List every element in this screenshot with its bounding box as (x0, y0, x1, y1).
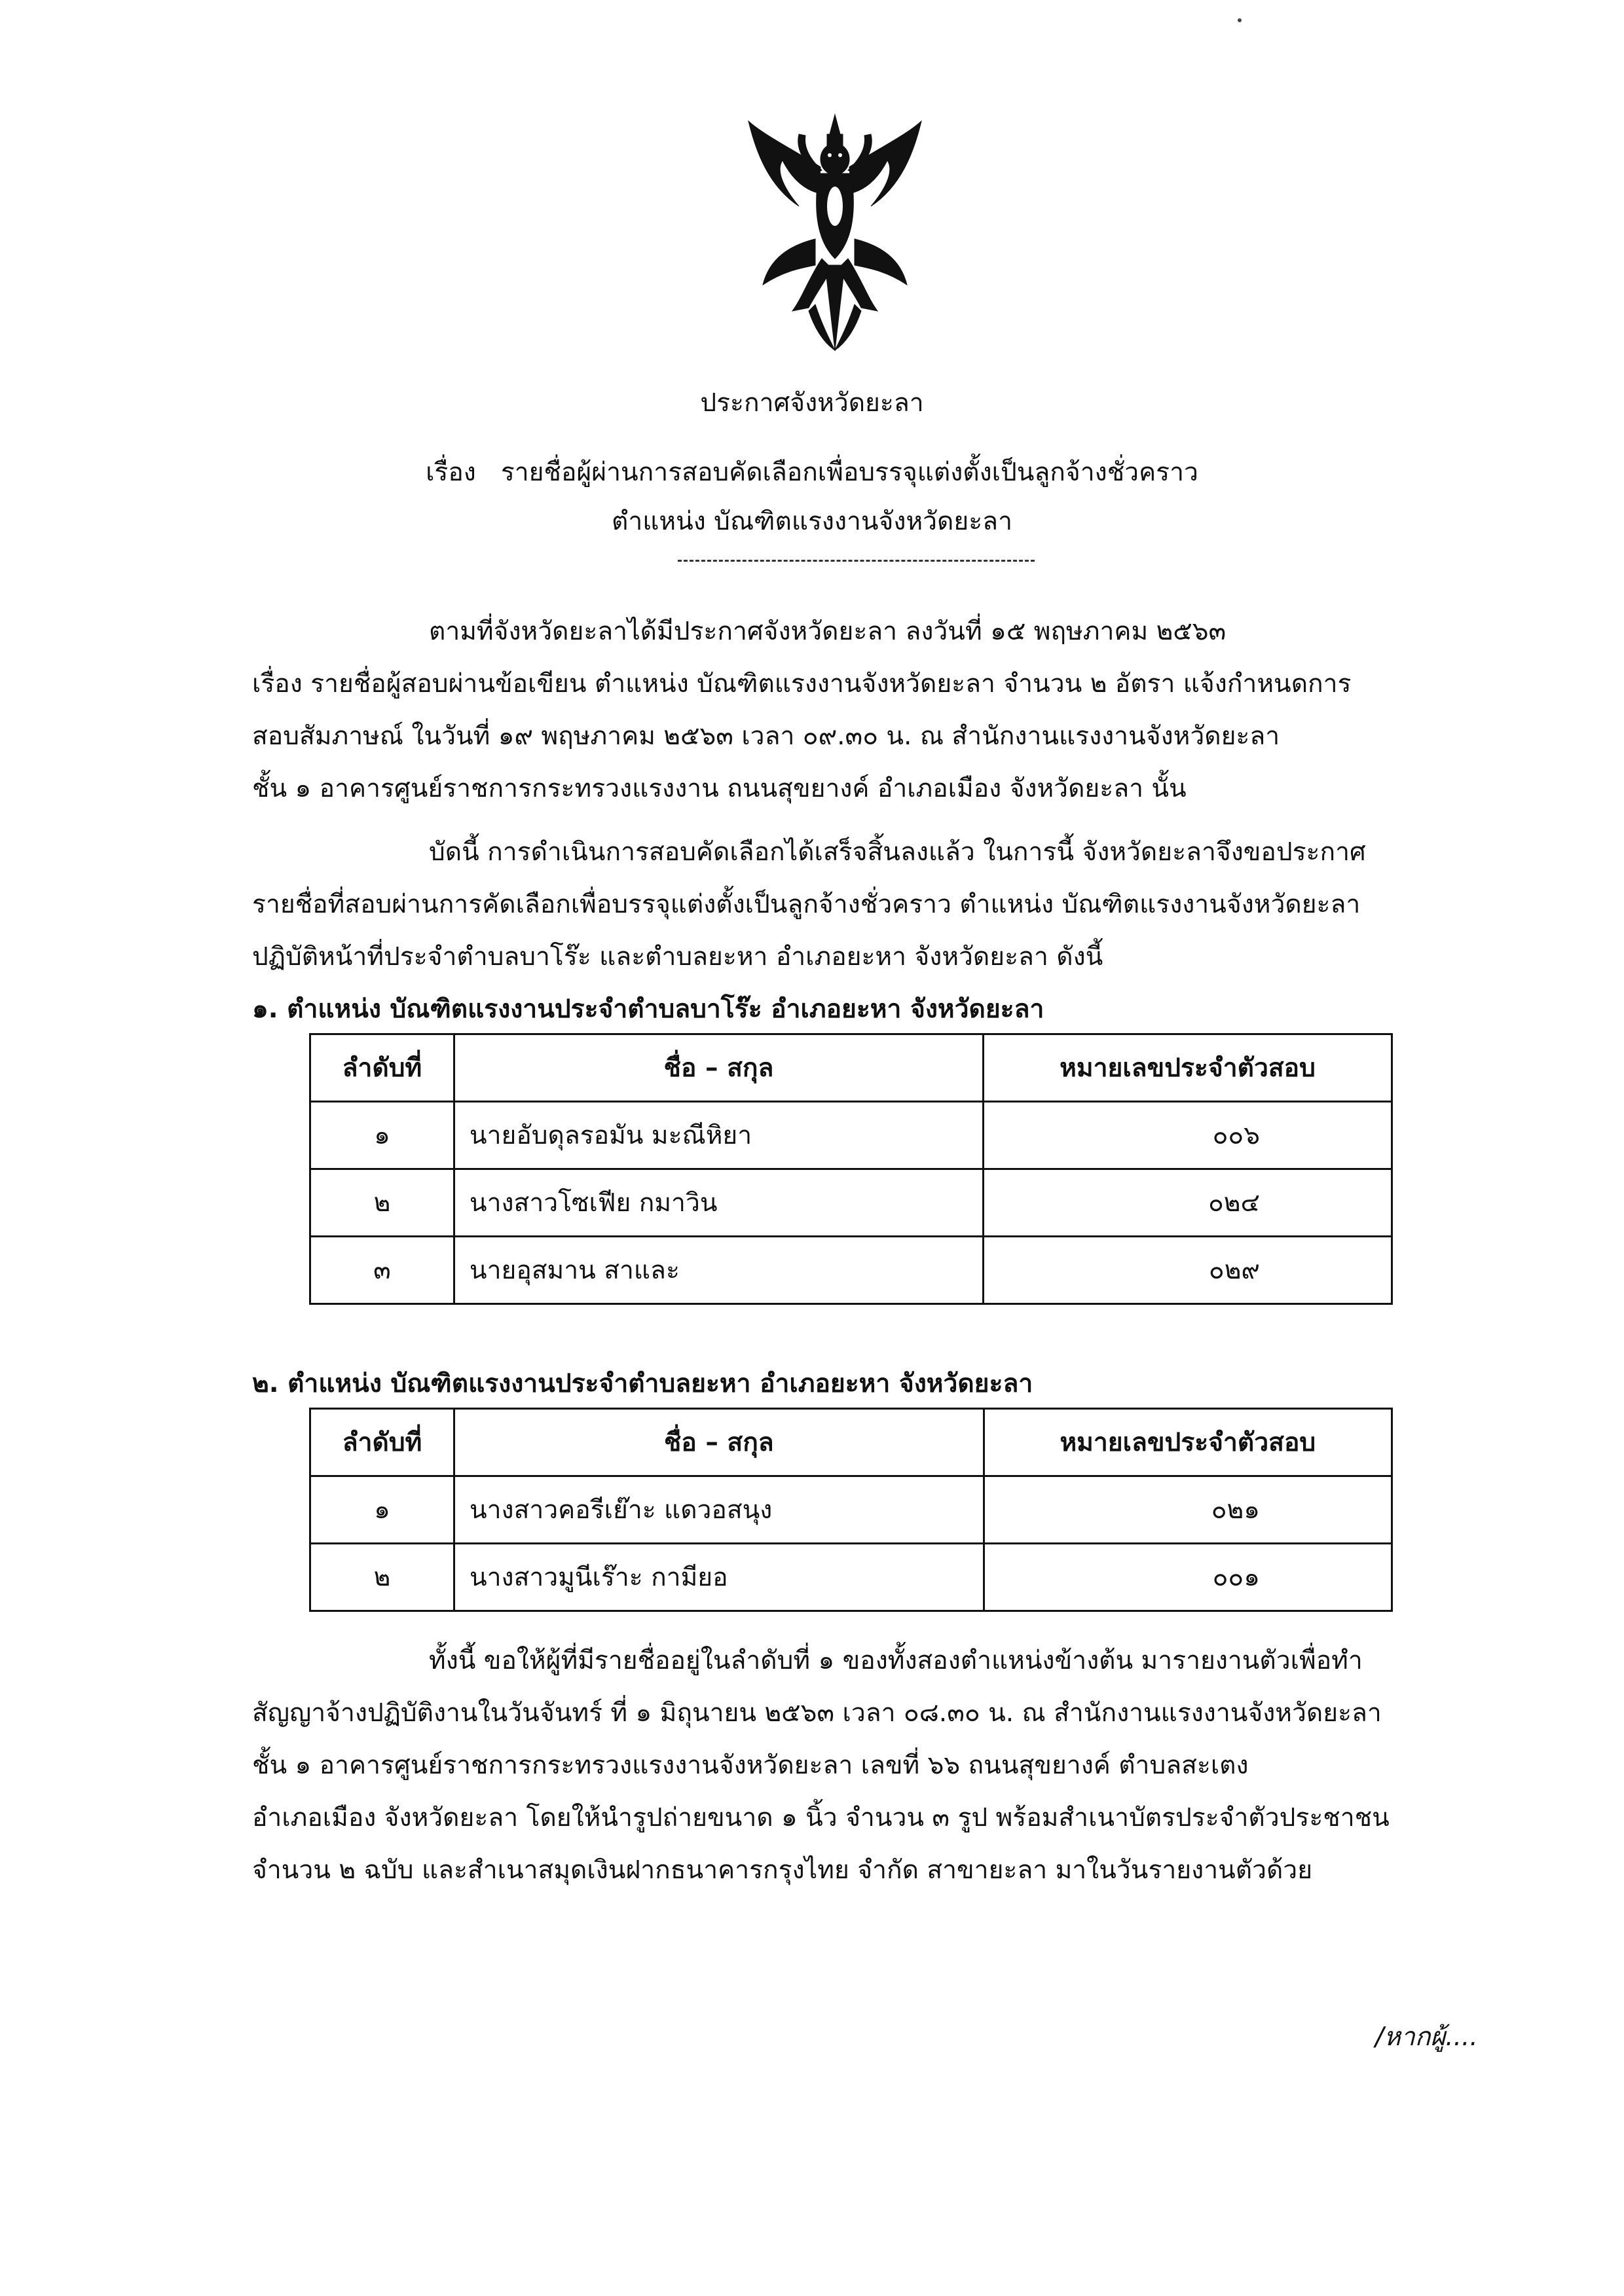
table-row (310, 1544, 1392, 1611)
header-exam-id: หมายเลขประจำตัวสอบ (984, 1034, 1392, 1102)
section-2-title: ๒. ตำแหน่ง บัณฑิตแรงงานประจำตำบลยะหา อำเภอยะหา จังหวัดยะลา (252, 1369, 1033, 1398)
paragraph-line: อำเภอเมือง จังหวัดยะลา โดยให้นำรูปถ่ายขนาด ๑ นิ้ว จำนวน ๓ รูป พร้อมสำเนาบัตรประจำตัวประชาชน (252, 1803, 1390, 1832)
announcement-title: ประกาศจังหวัดยะลา (700, 388, 924, 418)
table-header-row (310, 1034, 1392, 1102)
cell-name: นางสาวโซเฟีย กมาวิน (454, 1169, 983, 1237)
cell-exam-id: ๐๐๖ (984, 1102, 1392, 1169)
cell-order: ๒ (310, 1169, 454, 1237)
cell-order: ๓ (310, 1237, 454, 1304)
continuation-note: /หากผู้.... (1375, 2022, 1478, 2052)
paragraph-line: ตามที่จังหวัดยะลาได้มีประกาศจังหวัดยะลา ลงวันที่ ๑๕ พฤษภาคม ๒๕๖๓ (429, 617, 1227, 646)
paragraph-line: จำนวน ๒ ฉบับ และสำเนาสมุดเงินฝากธนาคารกรุงไทย จำกัด สาขายะลา มาในวันรายงานตัวด้วย (252, 1855, 1313, 1885)
cell-exam-id: ๐๐๑ (984, 1544, 1392, 1611)
position-line: ตำแหน่ง บัณฑิตแรงงานจังหวัดยะลา (612, 507, 1012, 536)
cell-name: นายอับดุลรอมัน มะณีหิยา (454, 1102, 983, 1169)
cell-name: นางสาวคอรีเย๊าะ แดวอสนุง (454, 1476, 984, 1544)
header-name: ชื่อ – สกุล (454, 1409, 984, 1476)
table-header-row (310, 1409, 1392, 1476)
header-order: ลำดับที่ (310, 1034, 454, 1102)
paragraph-line: รายชื่อที่สอบผ่านการคัดเลือกเพื่อบรรจุแต่งตั้งเป็นลูกจ้างชั่วคราว ตำแหน่ง บัณฑิตแรงงานจังหวัดยะลา (252, 890, 1361, 919)
paragraph-line: สอบสัมภาษณ์ ในวันที่ ๑๙ พฤษภาคม ๒๕๖๓ เวลา ๐๙.๓๐ น. ณ สำนักงานแรงงานจังหวัดยะลา (252, 721, 1280, 751)
cell-exam-id: ๐๒๙ (984, 1237, 1392, 1304)
cell-order: ๑ (310, 1102, 454, 1169)
dashed-divider (678, 560, 1035, 562)
paragraph-line: ชั้น ๑ อาคารศูนย์ราชการกระทรวงแรงงาน ถนนสุขยางค์ อำเภอเมือง จังหวัดยะลา นั้น (252, 774, 1187, 803)
paragraph-line: เรื่อง รายชื่อผู้สอบผ่านข้อเขียน ตำแหน่ง บัณฑิตแรงงานจังหวัดยะลา จำนวน ๒ อัตรา แจ้งกำหนดการ (252, 669, 1352, 699)
section-2-table (309, 1408, 1393, 1612)
table-row (310, 1169, 1392, 1237)
cell-order: ๒ (310, 1544, 454, 1611)
cell-exam-id: ๐๒๑ (984, 1476, 1392, 1544)
scan-speck (1238, 18, 1242, 22)
cell-order: ๑ (310, 1476, 454, 1544)
cell-name: นายอุสมาน สาและ (454, 1237, 983, 1304)
table-row (310, 1102, 1392, 1169)
paragraph-3 (252, 1635, 1457, 1897)
paragraph-1 (252, 606, 1457, 815)
section-1-table (309, 1033, 1393, 1305)
subject-label: เรื่อง (426, 458, 476, 487)
subject-line (0, 452, 1624, 492)
cell-exam-id: ๐๒๔ (984, 1169, 1392, 1237)
paragraph-line: บัดนี้ การดำเนินการสอบคัดเลือกได้เสร็จสิ้นลงแล้ว ในการนี้ จังหวัดยะลาจึงขอประกาศ (429, 837, 1366, 867)
header-name: ชื่อ – สกุล (454, 1034, 983, 1102)
paragraph-line: ปฏิบัติหน้าที่ประจำตำบลบาโร๊ะ และตำบลยะหา อำเภอยะหา จังหวัดยะลา ดังนี้ (252, 942, 1103, 972)
header-exam-id: หมายเลขประจำตัวสอบ (984, 1409, 1392, 1476)
subject-text: รายชื่อผู้ผ่านการสอบคัดเลือกเพื่อบรรจุแต่งตั้งเป็นลูกจ้างชั่วคราว (500, 458, 1198, 487)
garuda-emblem (737, 108, 933, 357)
table-row (310, 1476, 1392, 1544)
cell-name: นางสาวมูนีเร๊าะ กามียอ (454, 1544, 984, 1611)
paragraph-line: สัญญาจ้างปฏิบัติงานในวันจันทร์ ที่ ๑ มิถุนายน ๒๕๖๓ เวลา ๐๘.๓๐ น. ณ สำนักงานแรงงานจังหวัดยะลา (252, 1698, 1382, 1728)
paragraph-2 (252, 826, 1457, 983)
table-row (310, 1237, 1392, 1304)
header-order: ลำดับที่ (310, 1409, 454, 1476)
section-1-title: ๑. ตำแหน่ง บัณฑิตแรงงานประจำตำบลบาโร๊ะ อำเภอยะหา จังหวัดยะลา (252, 994, 1044, 1024)
paragraph-line: ชั้น ๑ อาคารศูนย์ราชการกระทรวงแรงงานจังหวัดยะลา เลขที่ ๖๖ ถนนสุขยางค์ ตำบลสะเตง (252, 1751, 1249, 1780)
paragraph-line: ทั้งนี้ ขอให้ผู้ที่มีรายชื่ออยู่ในลำดับที่ ๑ ของทั้งสองตำแหน่งข้างต้น มารายงานตัวเพื่อทำ (429, 1646, 1363, 1675)
